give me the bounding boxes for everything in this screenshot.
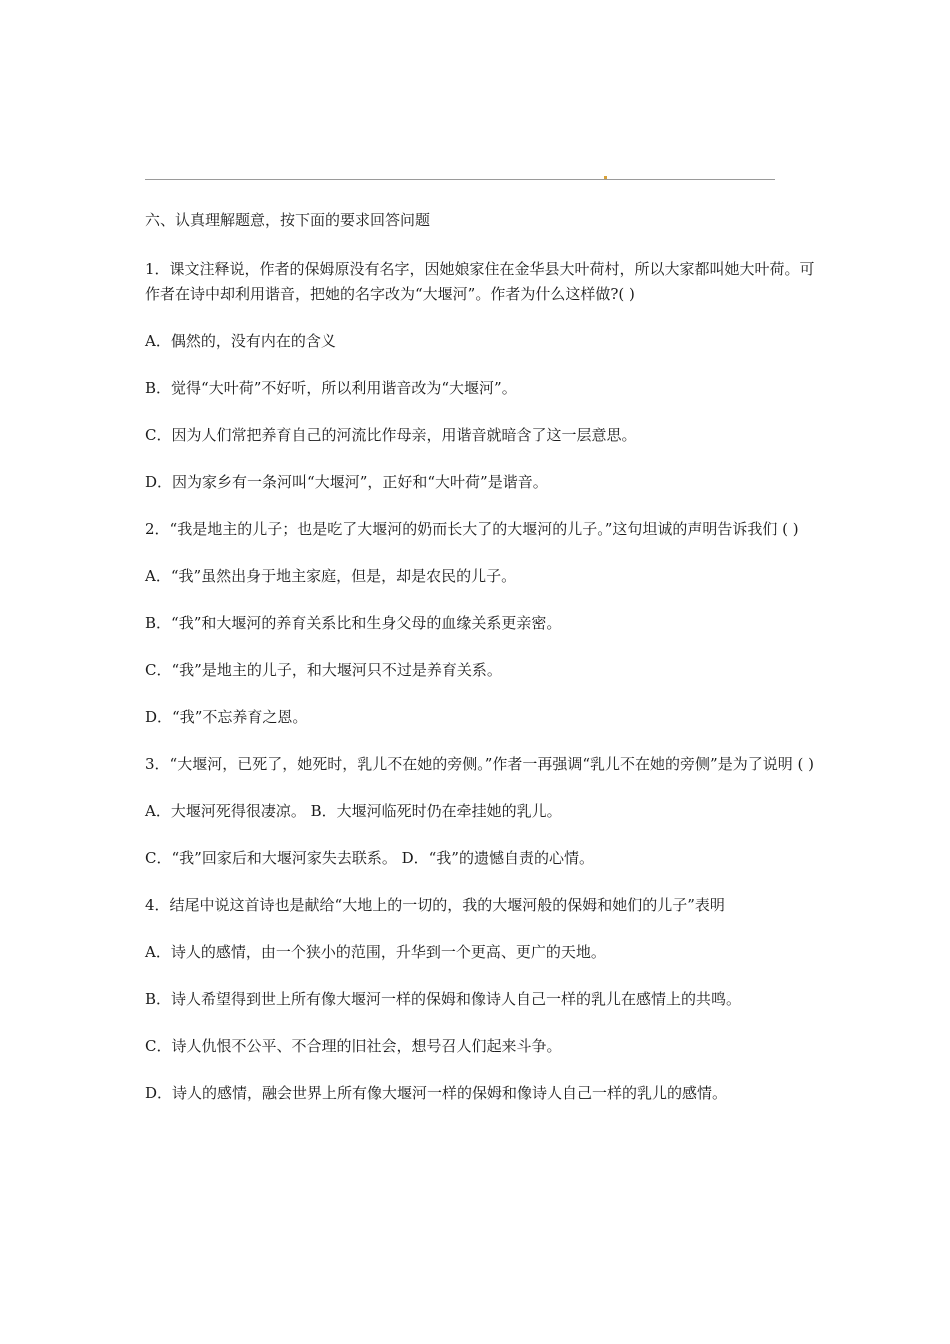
question-4-option-c: C．诗人仇恨不公平、不合理的旧社会，想号召人们起来斗争。 xyxy=(145,1037,562,1055)
question-1-option-d: D．因为家乡有一条河叫“大堰河”，正好和“大叶荷”是谐音。 xyxy=(145,473,548,491)
question-2-option-c: C．“我”是地主的儿子，和大堰河只不过是养育关系。 xyxy=(145,661,502,679)
question-2-stem: 2．“我是地主的儿子；也是吃了大堰河的奶而长大了的大堰河的儿子。”这句坦诚的声明告诉我们 ( ) xyxy=(145,520,799,538)
question-4-option-b: B．诗人希望得到世上所有像大堰河一样的保姆和像诗人自己一样的乳儿在感情上的共鸣。 xyxy=(145,990,742,1008)
question-2-option-d: D．“我”不忘养育之恩。 xyxy=(145,708,308,726)
question-2-option-a: A．“我”虽然出身于地主家庭，但是，却是农民的儿子。 xyxy=(145,567,517,585)
header-rule xyxy=(145,179,775,180)
question-4-option-d: D．诗人的感情，融会世界上所有像大堰河一样的保姆和像诗人自己一样的乳儿的感情。 xyxy=(145,1084,728,1102)
question-1-option-a: A．偶然的，没有内在的含义 xyxy=(145,332,336,350)
section-title: 六、认真理解题意，按下面的要求回答问题 xyxy=(145,211,431,229)
question-1-option-c: C．因为人们常把养育自己的河流比作母亲，用谐音就暗含了这一层意思。 xyxy=(145,426,637,444)
question-3-stem: 3．“大堰河，已死了，她死时，乳儿不在她的旁侧。”作者一再强调“乳儿不在她的旁侧”是为了说明 ( ) xyxy=(145,755,814,773)
header-dot-mark xyxy=(604,176,607,179)
question-4-option-a: A．诗人的感情，由一个狭小的范围，升华到一个更高、更广的天地。 xyxy=(145,943,606,961)
question-1-option-b: B．觉得“大叶荷”不好听，所以利用谐音改为“大堰河”。 xyxy=(145,379,517,397)
question-3-options-ab: A．大堰河死得很凄凉。 B．大堰河临死时仍在牵挂她的乳儿。 xyxy=(145,802,562,820)
document-body xyxy=(145,208,815,1128)
question-1-stem: 1．课文注释说，作者的保姆原没有名字，因她娘家住在金华县大叶荷村，所以大家都叫她大叶荷。可作者在诗中却利用谐音，把她的名字改为“大堰河”。作者为什么这样做?( ) xyxy=(145,260,815,303)
question-2-option-b: B．“我”和大堰河的养育关系比和生身父母的血缘关系更亲密。 xyxy=(145,614,562,632)
question-4-stem: 4．结尾中说这首诗也是献给“大地上的一切的，我的大堰河般的保姆和她们的儿子”表明 xyxy=(145,896,725,914)
question-3-options-cd: C．“我”回家后和大堰河家失去联系。 D．“我”的遗憾自责的心情。 xyxy=(145,849,594,867)
